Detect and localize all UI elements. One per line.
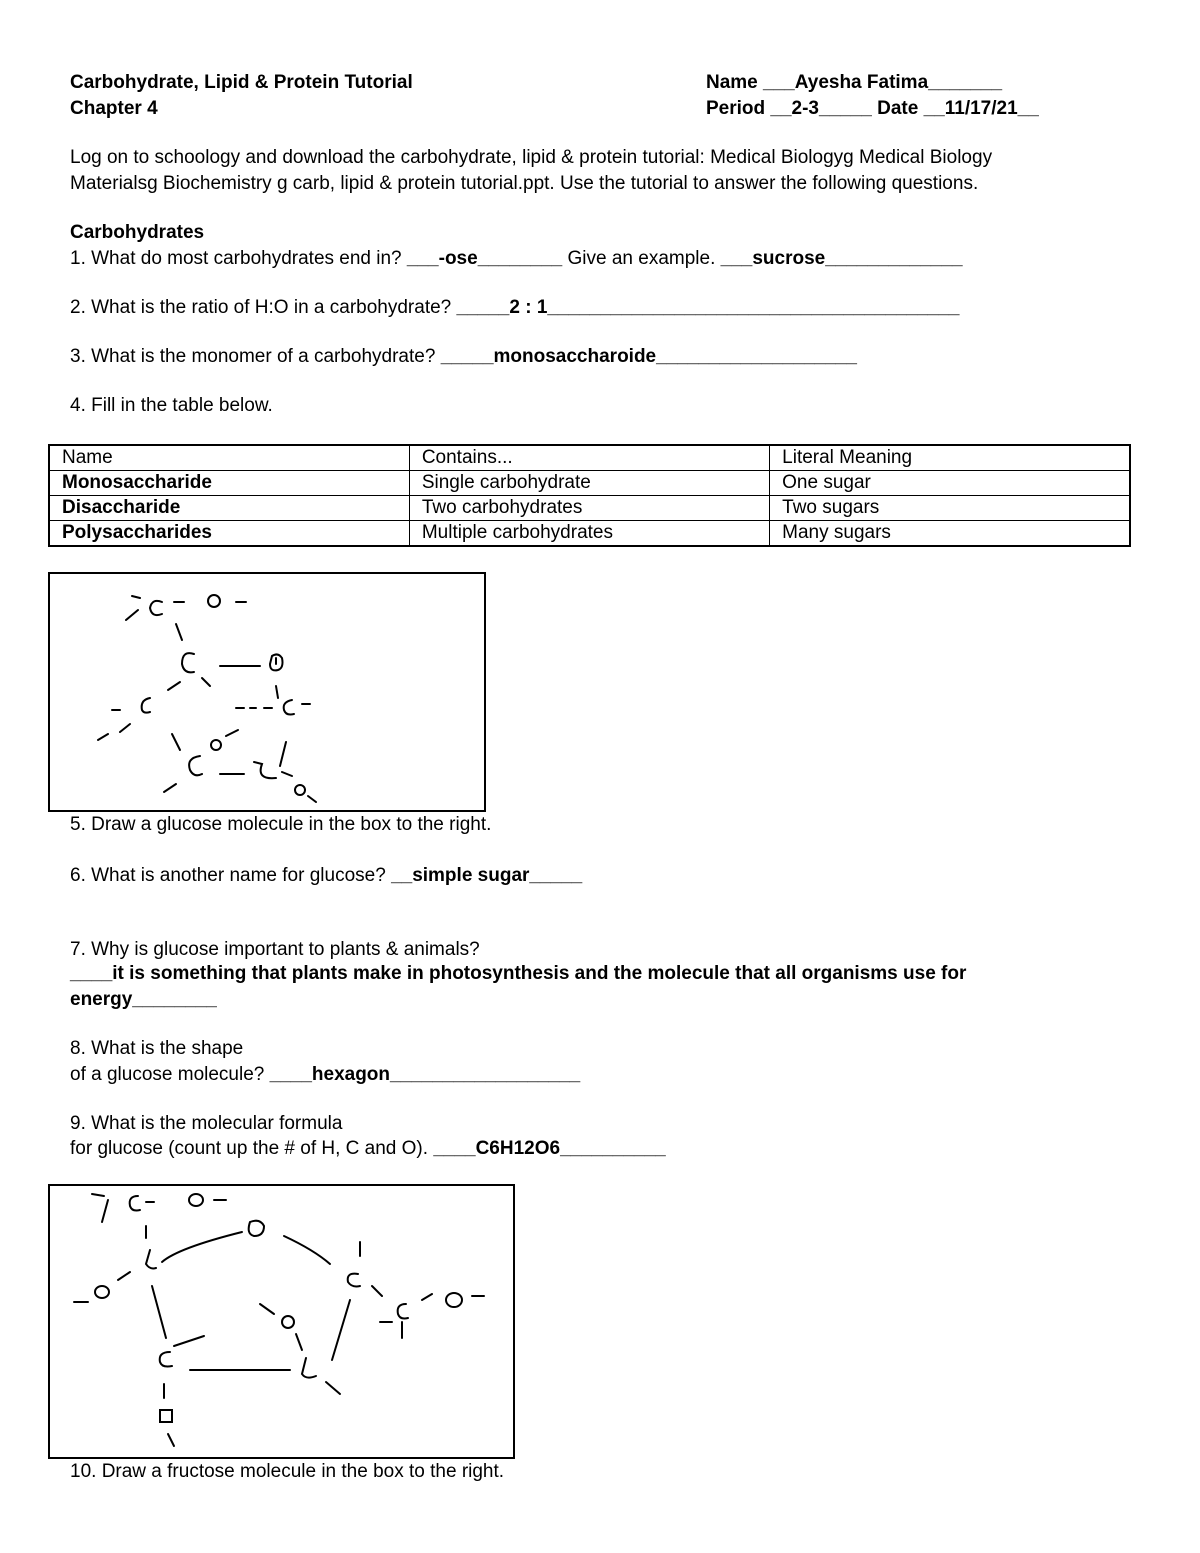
saccharide-table (48, 444, 1131, 547)
question-8: 8. What is the shape (70, 1038, 244, 1059)
table-header: Contains... (409, 445, 769, 471)
table-cell: Many sugars (770, 521, 1130, 547)
question-6 (70, 864, 582, 888)
table-header: Literal Meaning (770, 445, 1130, 471)
table-cell: Two sugars (770, 496, 1130, 521)
q9-text: for glucose (count up the # of H, C and O). (70, 1138, 434, 1159)
name-label: Name (706, 72, 764, 93)
question-1 (70, 247, 963, 271)
question-9: 9. What is the molecular formula (70, 1113, 343, 1134)
table-row (49, 471, 1130, 496)
name-value: ___Ayesha Fatima_______ (763, 72, 1003, 93)
table-cell: Single carbohydrate (409, 471, 769, 496)
q8-text: of a glucose molecule? (70, 1064, 270, 1085)
q2-text: 2. What is the ratio of H:O in a carbohydrate? (70, 297, 457, 318)
period-label: Period (706, 98, 771, 119)
q2-answer: _____2 : 1_______________________________________ (456, 297, 960, 318)
q1-answer: ___-ose________ (406, 248, 563, 269)
table-header-row (49, 445, 1130, 471)
q1-text2: Give an example. (562, 248, 721, 269)
period-date-field (706, 97, 1039, 121)
table-cell: Two carbohydrates (409, 496, 769, 521)
table-cell: Monosaccharide (49, 471, 409, 496)
q8-answer: ____hexagon__________________ (269, 1064, 581, 1085)
question-4: 4. Fill in the table below. (70, 395, 273, 416)
question-9-cont (70, 1137, 666, 1161)
q3-text: 3. What is the monomer of a carbohydrate? (70, 346, 441, 367)
intro-line-1: Log on to schoology and download the carbohydrate, lipid & protein tutorial: Medical Biologyg Medical Biology (70, 147, 993, 168)
glucose-sketch (50, 574, 484, 810)
fructose-sketch (50, 1186, 513, 1457)
table-cell: Polysaccharides (49, 521, 409, 547)
glucose-drawing-box (48, 572, 486, 812)
q1-answer2: ___sucrose_____________ (720, 248, 963, 269)
name-field (706, 71, 1002, 95)
q1-text: 1. What do most carbohydrates end in? (70, 248, 407, 269)
date-value: __11/17/21__ (923, 98, 1039, 119)
q6-answer: __simple sugar_____ (391, 865, 583, 886)
q9-answer: ____C6H12O6__________ (433, 1138, 666, 1159)
question-10: 10. Draw a fructose molecule in the box to the right. (70, 1461, 505, 1482)
q6-text: 6. What is another name for glucose? (70, 865, 392, 886)
period-value: __2-3_____ (770, 98, 872, 119)
table-row (49, 496, 1130, 521)
question-8-cont (70, 1063, 580, 1087)
table-cell: One sugar (770, 471, 1130, 496)
q7-answer-line-2: energy________ (70, 989, 217, 1010)
q3-answer: _____monosaccharoide___________________ (440, 346, 857, 367)
table-row (49, 521, 1130, 547)
worksheet-title: Carbohydrate, Lipid & Protein Tutorial (70, 72, 413, 93)
table-cell: Multiple carbohydrates (409, 521, 769, 547)
section-heading: Carbohydrates (70, 222, 205, 243)
table-cell: Disaccharide (49, 496, 409, 521)
question-5: 5. Draw a glucose molecule in the box to the right. (70, 814, 492, 835)
question-3 (70, 345, 857, 369)
q7-answer-line-1: ____it is something that plants make in photosynthesis and the molecule that all organisms use for (70, 963, 967, 984)
date-label: Date (871, 98, 924, 119)
intro-line-2: Materialsg Biochemistry g carb, lipid & protein tutorial.ppt. Use the tutorial to answer the following questions. (70, 173, 979, 194)
chapter-label: Chapter 4 (70, 98, 158, 119)
question-2 (70, 296, 960, 320)
table-header: Name (49, 445, 409, 471)
question-7: 7. Why is glucose important to plants & animals? (70, 939, 480, 960)
fructose-drawing-box (48, 1184, 515, 1459)
